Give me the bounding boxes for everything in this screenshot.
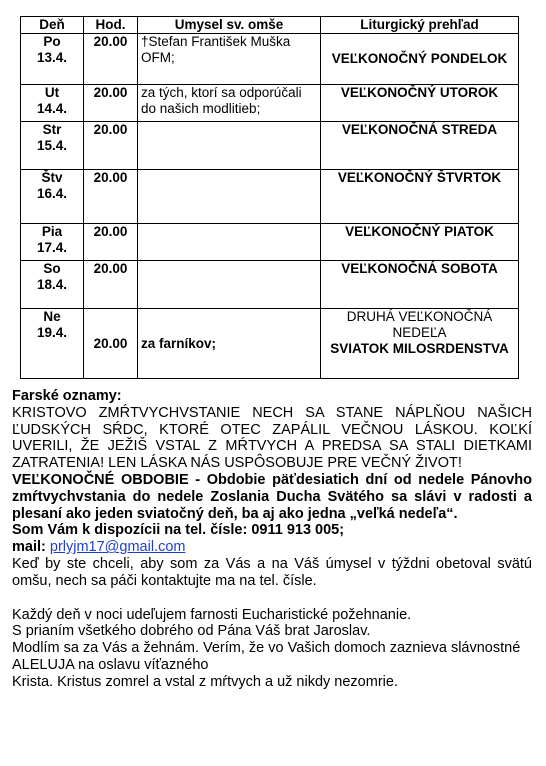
time-cell: 20.00: [84, 122, 138, 170]
time-cell: 20.00: [84, 34, 138, 85]
day-cell: [21, 309, 84, 379]
mail-label: mail:: [12, 539, 50, 556]
header-day: Deň: [21, 17, 84, 34]
liturgy-cell: [321, 224, 519, 261]
day-cell: [21, 224, 84, 261]
liturgy-cell: [321, 261, 519, 309]
liturgy-title: VEĽKONOČNÝ ŠTVRTOK: [337, 170, 502, 185]
liturgy-cell: [321, 34, 519, 85]
day-date: 15.4.: [36, 138, 68, 153]
liturgy-subtitle: DRUHÁ VEĽKONOČNÁ NEDEĽA: [346, 309, 493, 340]
greeting-text: S prianím všetkého dobrého od Pána Váš brat Jaroslav.: [12, 623, 371, 640]
day-cell: [21, 85, 84, 122]
liturgy-title: VEĽKONOČNÁ SOBOTA: [341, 261, 498, 276]
day-cell: [21, 34, 84, 85]
table-row: [21, 34, 519, 85]
day-cell: [21, 170, 84, 224]
day-cell: [21, 261, 84, 309]
intention-cell: †Stefan František Muška OFM;: [138, 34, 321, 85]
table-header-row: [21, 17, 519, 34]
day-date: 18.4.: [36, 277, 68, 292]
liturgy-title: VEĽKONOČNÝ PIATOK: [345, 224, 494, 239]
mail-line: [12, 539, 532, 556]
day-name: Po: [43, 34, 61, 49]
mass-request-text: Keď by ste chceli, aby som za Vás a na Váš úmysel v týždni obetoval svätú omšu, nech sa páči kontaktujte ma na tel. čísle.: [12, 555, 532, 589]
liturgy-cell: [321, 122, 519, 170]
header-liturgy: Liturgický prehľad: [321, 17, 519, 34]
liturgy-title: SVIATOK MILOSRDENSTVA: [330, 341, 509, 356]
day-name: Štv: [41, 170, 63, 185]
day-name: Str: [42, 122, 62, 137]
liturgy-cell: [321, 309, 519, 379]
table-row: [21, 122, 519, 170]
blessing-text: Každý deň v noci udeľujem farnosti Eucharistické požehnanie.: [12, 606, 412, 623]
schedule-table: [20, 16, 519, 379]
phone-line: Som Vám k dispozícii na tel. čísle: 0911 913 005;: [12, 522, 345, 539]
intention-cell: za tých, ktorí sa odporúčali do našich modlitieb;: [138, 85, 321, 122]
table-row: [21, 170, 519, 224]
parish-notes: [12, 388, 532, 691]
intention-cell: za farníkov;: [138, 309, 321, 379]
easter-season-text: VEĽKONOČNÉ OBDOBIE - Obdobie päťdesiatich dní od nedele Pánovho zmŕtvychvstania do nedele Zoslania Ducha Svätého sa slávi v radosti a plesaní ako jeden sviatočný deň, ba aj ako jedna „veľká nedeľa“.: [12, 471, 532, 522]
day-date: 14.4.: [36, 101, 68, 116]
table-row: [21, 261, 519, 309]
spacer: [12, 590, 532, 607]
day-cell: [21, 122, 84, 170]
table-row: [21, 309, 519, 379]
day-date: 17.4.: [36, 240, 68, 255]
day-date: 19.4.: [36, 325, 68, 340]
liturgy-title: VEĽKONOČNÝ PONDELOK: [331, 51, 508, 66]
notes-heading: Farské oznamy:: [12, 388, 122, 404]
time-cell: 20.00: [84, 261, 138, 309]
time-cell: 20.00: [84, 224, 138, 261]
easter-message: KRISTOVO ZMŔTVYCHVSTANIE NECH SA STANE NÁPLŇOU NAŠICH ĽUDSKÝCH SŔDC, KTORÉ OTEC ZAPÁLIL VEČNOU LÁSKOU. KOĽKÍ UVERILI, ŽE JEŽIŠ VSTAL Z MŔTVYCH A PREDSA SA STALI DIETKAMI ZATRATENIA! LEN LÁSKA NÁS USPÔSOBUJE PRE VEČNÝ ŽIVOT!: [12, 404, 532, 472]
time-cell: 20.00: [84, 85, 138, 122]
intention-cell: [138, 261, 321, 309]
liturgy-title: VEĽKONOČNÁ STREDA: [341, 122, 498, 137]
closing-text: Krista. Kristus zomrel a vstal z mŕtvych a už nikdy nezomrie.: [12, 673, 398, 690]
header-intention: Umysel sv. omše: [138, 17, 321, 34]
liturgy-cell: [321, 170, 519, 224]
day-date: 13.4.: [36, 50, 68, 65]
intention-cell: [138, 224, 321, 261]
mail-link[interactable]: prlyjm17@gmail.com: [49, 539, 186, 556]
time-cell: 20.00: [84, 170, 138, 224]
day-date: 16.4.: [36, 186, 68, 201]
liturgy-title: VEĽKONOČNÝ UTOROK: [340, 85, 499, 100]
prayer-text: Modlím sa za Vás a žehnám. Verím, že vo Vašich domoch zaznieva slávnostné ALELUJA na oslavu víťazného: [12, 640, 521, 673]
day-name: Ut: [44, 85, 60, 100]
day-name: Ne: [43, 309, 61, 324]
day-name: Pia: [41, 224, 63, 239]
table-row: [21, 224, 519, 261]
intention-cell: [138, 122, 321, 170]
intention-cell: [138, 170, 321, 224]
time-cell: 20.00: [84, 309, 138, 379]
liturgy-cell: [321, 85, 519, 122]
day-name: So: [43, 261, 61, 276]
table-row: [21, 85, 519, 122]
header-time: Hod.: [84, 17, 138, 34]
